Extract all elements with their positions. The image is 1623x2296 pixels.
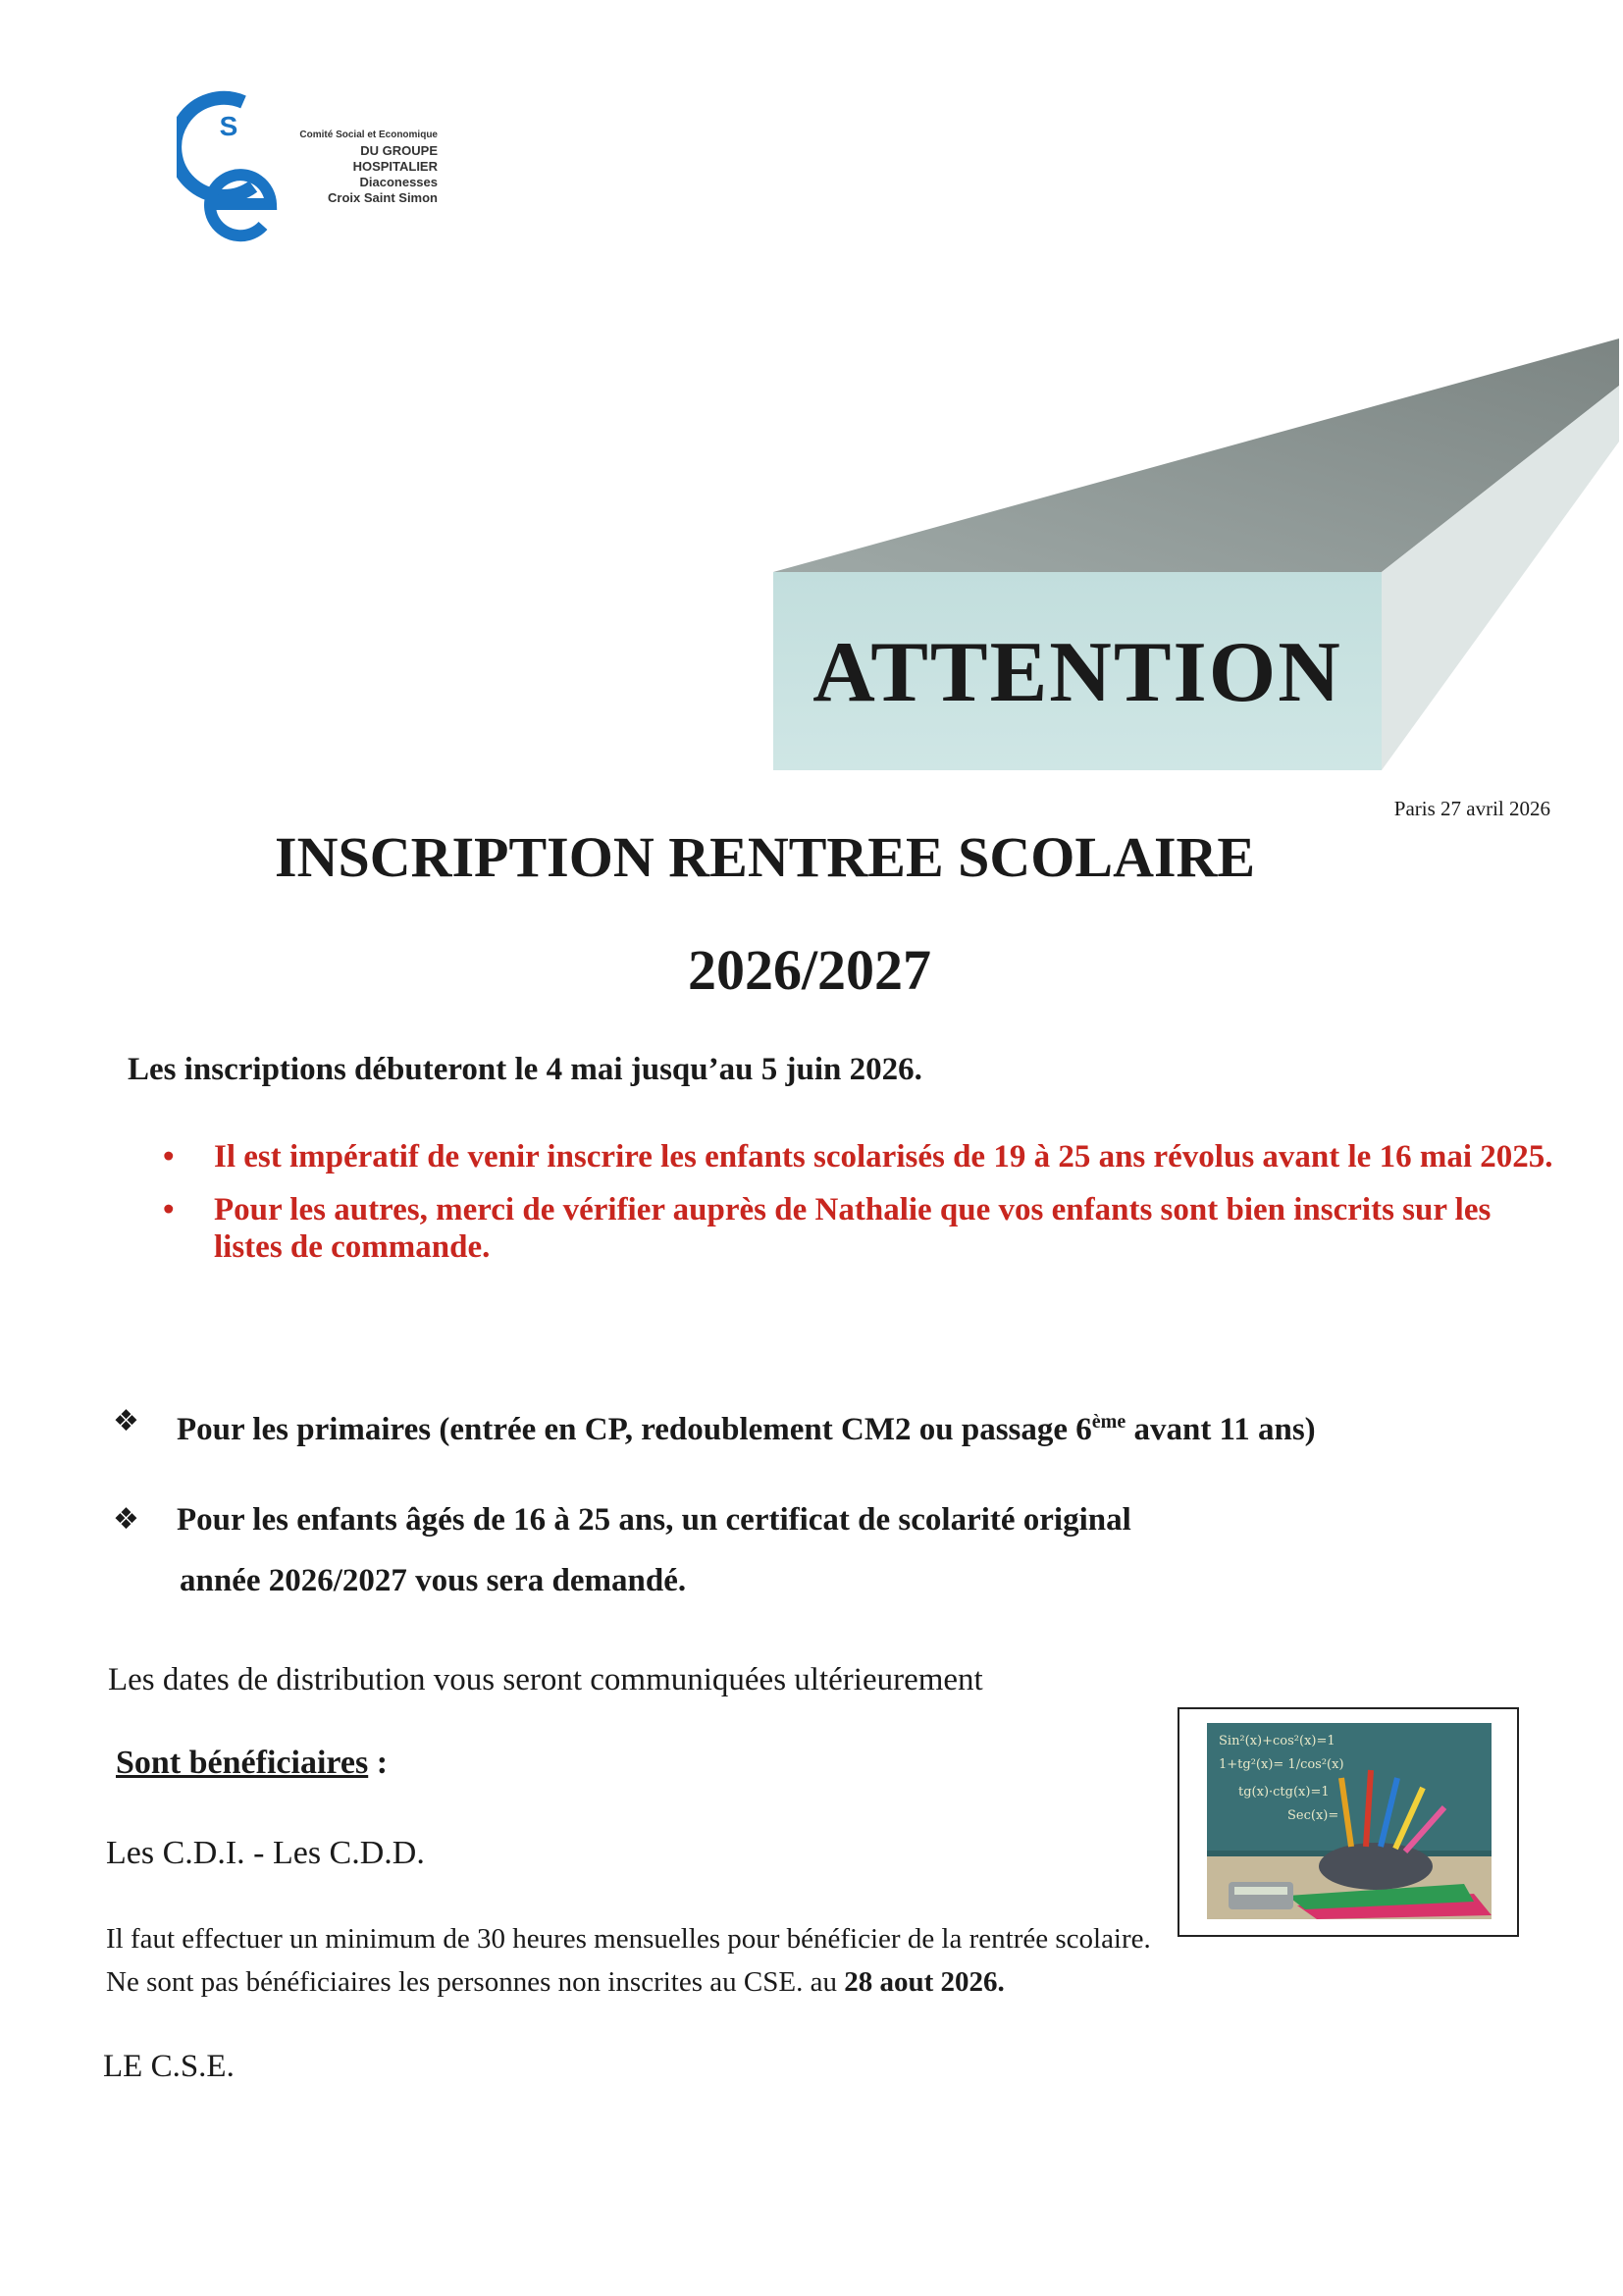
logo-line: DU GROUPE (360, 143, 438, 158)
board-formula: 1+tg²(x)= 1/cos²(x) (1219, 1757, 1344, 1772)
attention-label: ATTENTION (812, 625, 1342, 720)
condition-text-part: avant 11 ans) (1126, 1412, 1316, 1447)
condition-text (177, 1391, 1565, 1460)
condition-primary (113, 1391, 1565, 1460)
heading-colon: : (368, 1745, 389, 1781)
diamond-bullet-icon: ❖ (113, 1502, 139, 1537)
condition-older-children (113, 1489, 1565, 1611)
cse-logo-mark (177, 88, 294, 265)
eligibility-rule: Il faut effectuer un minimum de 30 heures mensuelles pour bénéficier de la rentrée scolaire. (106, 1923, 1151, 1955)
beneficiaries-heading (116, 1745, 388, 1782)
condition-text-part: Pour les primaires (entrée en CP, redoublement CM2 ou passage 6 (177, 1412, 1092, 1447)
bullet-icon: • (163, 1192, 175, 1227)
logo-text (290, 128, 438, 206)
note-text: Pour les autres, merci de vérifier auprès de Nathalie que vos enfants sont bien inscrits sur les listes de commande. (214, 1192, 1492, 1265)
board-formula: Sec(x)= (1287, 1808, 1339, 1823)
eligibility-deadline (106, 1966, 1005, 1999)
beneficiaries-list: Les C.D.I. - Les C.D.D. (106, 1835, 425, 1871)
list-item (157, 1191, 1560, 1266)
diamond-bullet-icon: ❖ (113, 1404, 139, 1438)
logo-line: HOSPITALIER (352, 159, 438, 174)
distribution-notice: Les dates de distribution vous seront communiquées ultérieurement (108, 1662, 983, 1697)
attention-banner (765, 329, 1619, 770)
signature: LE C.S.E. (103, 2049, 235, 2084)
bullet-icon: • (163, 1139, 175, 1174)
document-date: Paris 27 avril 2026 (1393, 797, 1550, 820)
cse-logo (177, 88, 438, 265)
school-supplies-photo (1178, 1707, 1519, 1937)
logo-line: Comité Social et Economique (299, 130, 438, 140)
logo-line: Diaconesses (359, 175, 438, 189)
board-formula: Sin²(x)+cos²(x)=1 (1219, 1734, 1335, 1748)
logo-line: Croix Saint Simon (328, 190, 438, 205)
page-title: INSCRIPTION RENTREE SCOLAIRE (275, 825, 1256, 889)
condition-text: Pour les enfants âgés de 16 à 25 ans, un certificat de scolarité original (177, 1502, 1131, 1538)
svg-text:S: S (219, 111, 238, 141)
beneficiaries-heading-text: Sont bénéficiaires (116, 1745, 369, 1781)
deadline-text: Ne sont pas bénéficiaires les personnes non inscrites au CSE. au (106, 1966, 845, 1998)
board-formula: tg(x)·ctg(x)=1 (1238, 1785, 1330, 1800)
list-item (157, 1138, 1560, 1175)
registration-period: Les inscriptions débuteront le 4 mai jusqu’au 5 juin 2026. (128, 1052, 922, 1087)
note-text: Il est impératif de venir inscrire les enfants scolarisés de 19 à 25 ans révolus avant le 16 mai 2025. (214, 1139, 1553, 1174)
deadline-date: 28 aout 2026. (844, 1966, 1005, 1998)
superscript: ème (1091, 1411, 1126, 1433)
photo-illustration (1179, 1709, 1517, 1935)
condition-text: année 2026/2027 vous sera demandé. (180, 1563, 687, 1598)
important-notes (157, 1138, 1560, 1281)
page-subtitle-year: 2026/2027 (687, 938, 932, 1002)
